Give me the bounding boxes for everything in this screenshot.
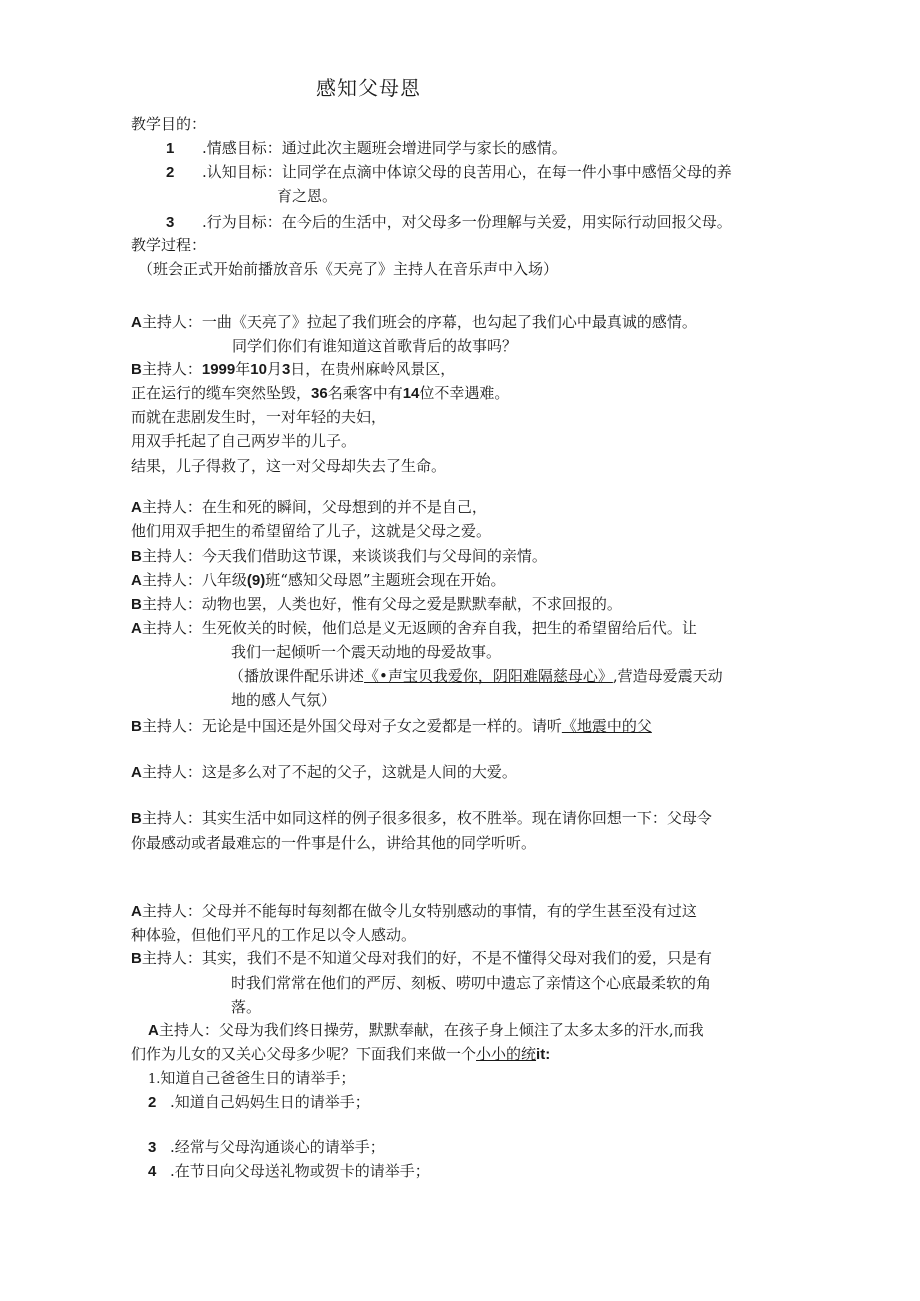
speaker-label: B <box>131 548 142 565</box>
speaker-label: B <box>131 361 142 378</box>
speaker-label: A <box>131 903 142 920</box>
host-line <box>131 546 547 567</box>
story-line: 而就在悲剧发生时，一对年轻的夫妇， <box>131 408 387 426</box>
objectives-heading: 教学目的： <box>131 115 207 133</box>
host-line-text: 主持人：生死攸关的时候，他们总是义无返顾的舍弃自我，把生的希望留给后代。让 <box>141 619 697 637</box>
survey-text: .经常与父母沟通谈心的请举手； <box>170 1138 385 1156</box>
speaker-label: B <box>131 810 142 827</box>
host-line-continuation: 你最感动或者最难忘的一件事是什么，讲给其他的同学听听。 <box>131 834 537 852</box>
year-value: 1999 <box>201 361 236 378</box>
survey-item <box>148 1068 355 1090</box>
host-line <box>131 716 652 737</box>
survey-text: 知道自己爸爸生日的请举手； <box>160 1069 356 1087</box>
class-number: (9) <box>246 572 266 589</box>
speaker-label: A <box>131 764 142 781</box>
speaker-label: A <box>131 314 142 331</box>
objective-number: 1 <box>166 140 175 157</box>
story-line <box>131 383 509 404</box>
host-line-continuation: 时我们常常在他们的严厉、刻板、唠叨中遗忘了亲情这个心底最柔软的角 <box>231 974 712 992</box>
speaker-label: A <box>131 572 142 589</box>
host-line-text: 主持人：这是多么对了不起的父子，这就是人间的大爱。 <box>141 763 517 781</box>
page-title: 感知父母恩 <box>316 76 421 100</box>
survey-item <box>148 1092 370 1113</box>
story-line: 结果，儿子得救了，这一对父母却失去了生命。 <box>131 457 447 475</box>
host-line <box>131 594 622 615</box>
objective-item <box>166 162 732 183</box>
survey-item <box>148 1161 430 1182</box>
host-line <box>131 497 487 518</box>
survey-number: 2 <box>148 1094 157 1111</box>
host-line <box>131 762 517 783</box>
stage-direction-continuation: 地的感人气氛） <box>231 691 337 709</box>
stage-direction <box>229 666 723 686</box>
host-line-continuation: 我们一起倾听一个震天动地的母爱故事。 <box>231 643 502 661</box>
host-line-text: 主持人：动物也罢，人类也好，惟有父母之爱是默默奉献，不求回报的。 <box>141 595 622 613</box>
speaker-label: B <box>131 950 142 967</box>
objective-number: 3 <box>166 214 175 231</box>
speaker-label: A <box>131 499 142 516</box>
process-heading: 教学过程： <box>131 236 207 254</box>
objective-continuation: 育之恩。 <box>277 187 338 205</box>
objective-item <box>166 212 732 233</box>
story-title-link[interactable]: 《地震中的父 <box>561 717 652 735</box>
story-title-link[interactable]: 《•声宝贝我爱你，阴阳难隔慈母心》 <box>364 667 613 685</box>
stage-direction-text: ,营造母爱震天动 <box>612 667 723 685</box>
survey-number: 1. <box>148 1072 161 1087</box>
host-line <box>131 570 506 591</box>
survey-text: .知道自己妈妈生日的请举手； <box>170 1093 370 1111</box>
host-line-text: 主持人：一曲《天亮了》拉起了我们班会的序幕，也勾起了我们心中最真诚的感情。 <box>141 313 697 331</box>
objective-text: .情感目标：通过此次主题班会增进同学与家长的感情。 <box>202 139 567 157</box>
speaker-label: A <box>148 1022 159 1039</box>
host-line-text: 主持人：其实，我们不是不知道父母对我们的好，不是不懂得父母对我们的爱，只是有 <box>141 949 712 967</box>
host-line-text: 主持人：在生和死的瞬间，父母想到的并不是自己， <box>141 498 487 516</box>
host-line <box>148 1020 704 1041</box>
host-line-text: 主持人：无论是中国还是外国父母对子女之爱都是一样的。请听 <box>141 717 562 735</box>
victim-count: 14 <box>402 385 420 402</box>
host-line <box>131 948 712 969</box>
host-line <box>131 808 712 829</box>
host-line-text: 主持人：其实生活中如同这样的例子很多很多，枚不胜举。现在请你回想一下：父母令 <box>141 809 712 827</box>
host-line-continuation: 他们用双手把生的希望留给了儿子，这就是父母之爱。 <box>131 522 492 540</box>
host-line-text: 主持人：父母并不能每时每刻都在做令儿女特别感动的事情，有的学生甚至没有过这 <box>141 902 697 920</box>
host-line <box>131 312 697 333</box>
speaker-label: B <box>131 718 142 735</box>
story-line: 用双手托起了自己两岁半的儿子。 <box>131 432 357 450</box>
survey-number: 4 <box>148 1163 157 1180</box>
stage-direction-text: （播放课件配乐讲述 <box>229 667 365 685</box>
host-line-continuation: 种体验，但他们平凡的工作足以令人感动。 <box>131 926 417 944</box>
host-line-text: 主持人：今天我们借助这节课，来谈谈我们与父母间的亲情。 <box>141 547 547 565</box>
host-line-text: 们作为儿女的又关心父母多少呢？下面我们来做一个 <box>131 1045 477 1063</box>
day-value: 3 <box>281 361 291 378</box>
story-text: 名乘客中有 <box>327 384 403 402</box>
speaker-label: A <box>131 620 142 637</box>
month-value: 10 <box>250 361 267 378</box>
objective-item <box>166 138 567 159</box>
host-line-text: 主持人：八年级 <box>141 571 247 589</box>
host-line <box>131 618 697 639</box>
host-line-text: 主持人：父母为我们终日操劳，默默奉献，在孩子身上倾注了太多太多的汗水,而我 <box>158 1021 704 1039</box>
host-line-continuation: 落。 <box>231 998 262 1016</box>
host-line-continuation <box>131 1044 550 1065</box>
survey-link-tail: it: <box>536 1046 551 1063</box>
objective-text: .行为目标：在今后的生活中，对父母多一份理解与关爱，用实际行动回报父母。 <box>202 213 732 231</box>
speaker-label: B <box>131 596 142 613</box>
passenger-count: 36 <box>311 385 328 402</box>
story-text: 位不幸遇难。 <box>419 384 510 402</box>
opening-note: （班会正式开始前播放音乐《天亮了》主持人在音乐声中入场） <box>138 260 559 278</box>
host-line-text: 主持人： <box>141 360 202 378</box>
host-line <box>131 901 697 922</box>
survey-link[interactable]: 小小的统 <box>476 1045 537 1063</box>
objective-number: 2 <box>166 164 175 181</box>
date-unit: 月 <box>266 360 282 378</box>
objective-text: .认知目标：让同学在点滴中体谅父母的良苦用心，在每一件小事中感悟父母的养 <box>202 163 732 181</box>
date-unit: 年 <box>235 360 251 378</box>
survey-number: 3 <box>148 1139 157 1156</box>
host-line-text: 日，在贵州麻岭风景区， <box>290 360 456 378</box>
host-line-continuation: 同学们你们有谁知道这首歌背后的故事吗？ <box>232 337 518 355</box>
host-line <box>131 359 455 380</box>
host-line-text: 班“感知父母恩”主题班会现在开始。 <box>265 571 506 589</box>
story-text: 正在运行的缆车突然坠毁， <box>131 384 312 402</box>
survey-item <box>148 1137 385 1158</box>
survey-text: .在节日向父母送礼物或贺卡的请举手； <box>170 1162 430 1180</box>
